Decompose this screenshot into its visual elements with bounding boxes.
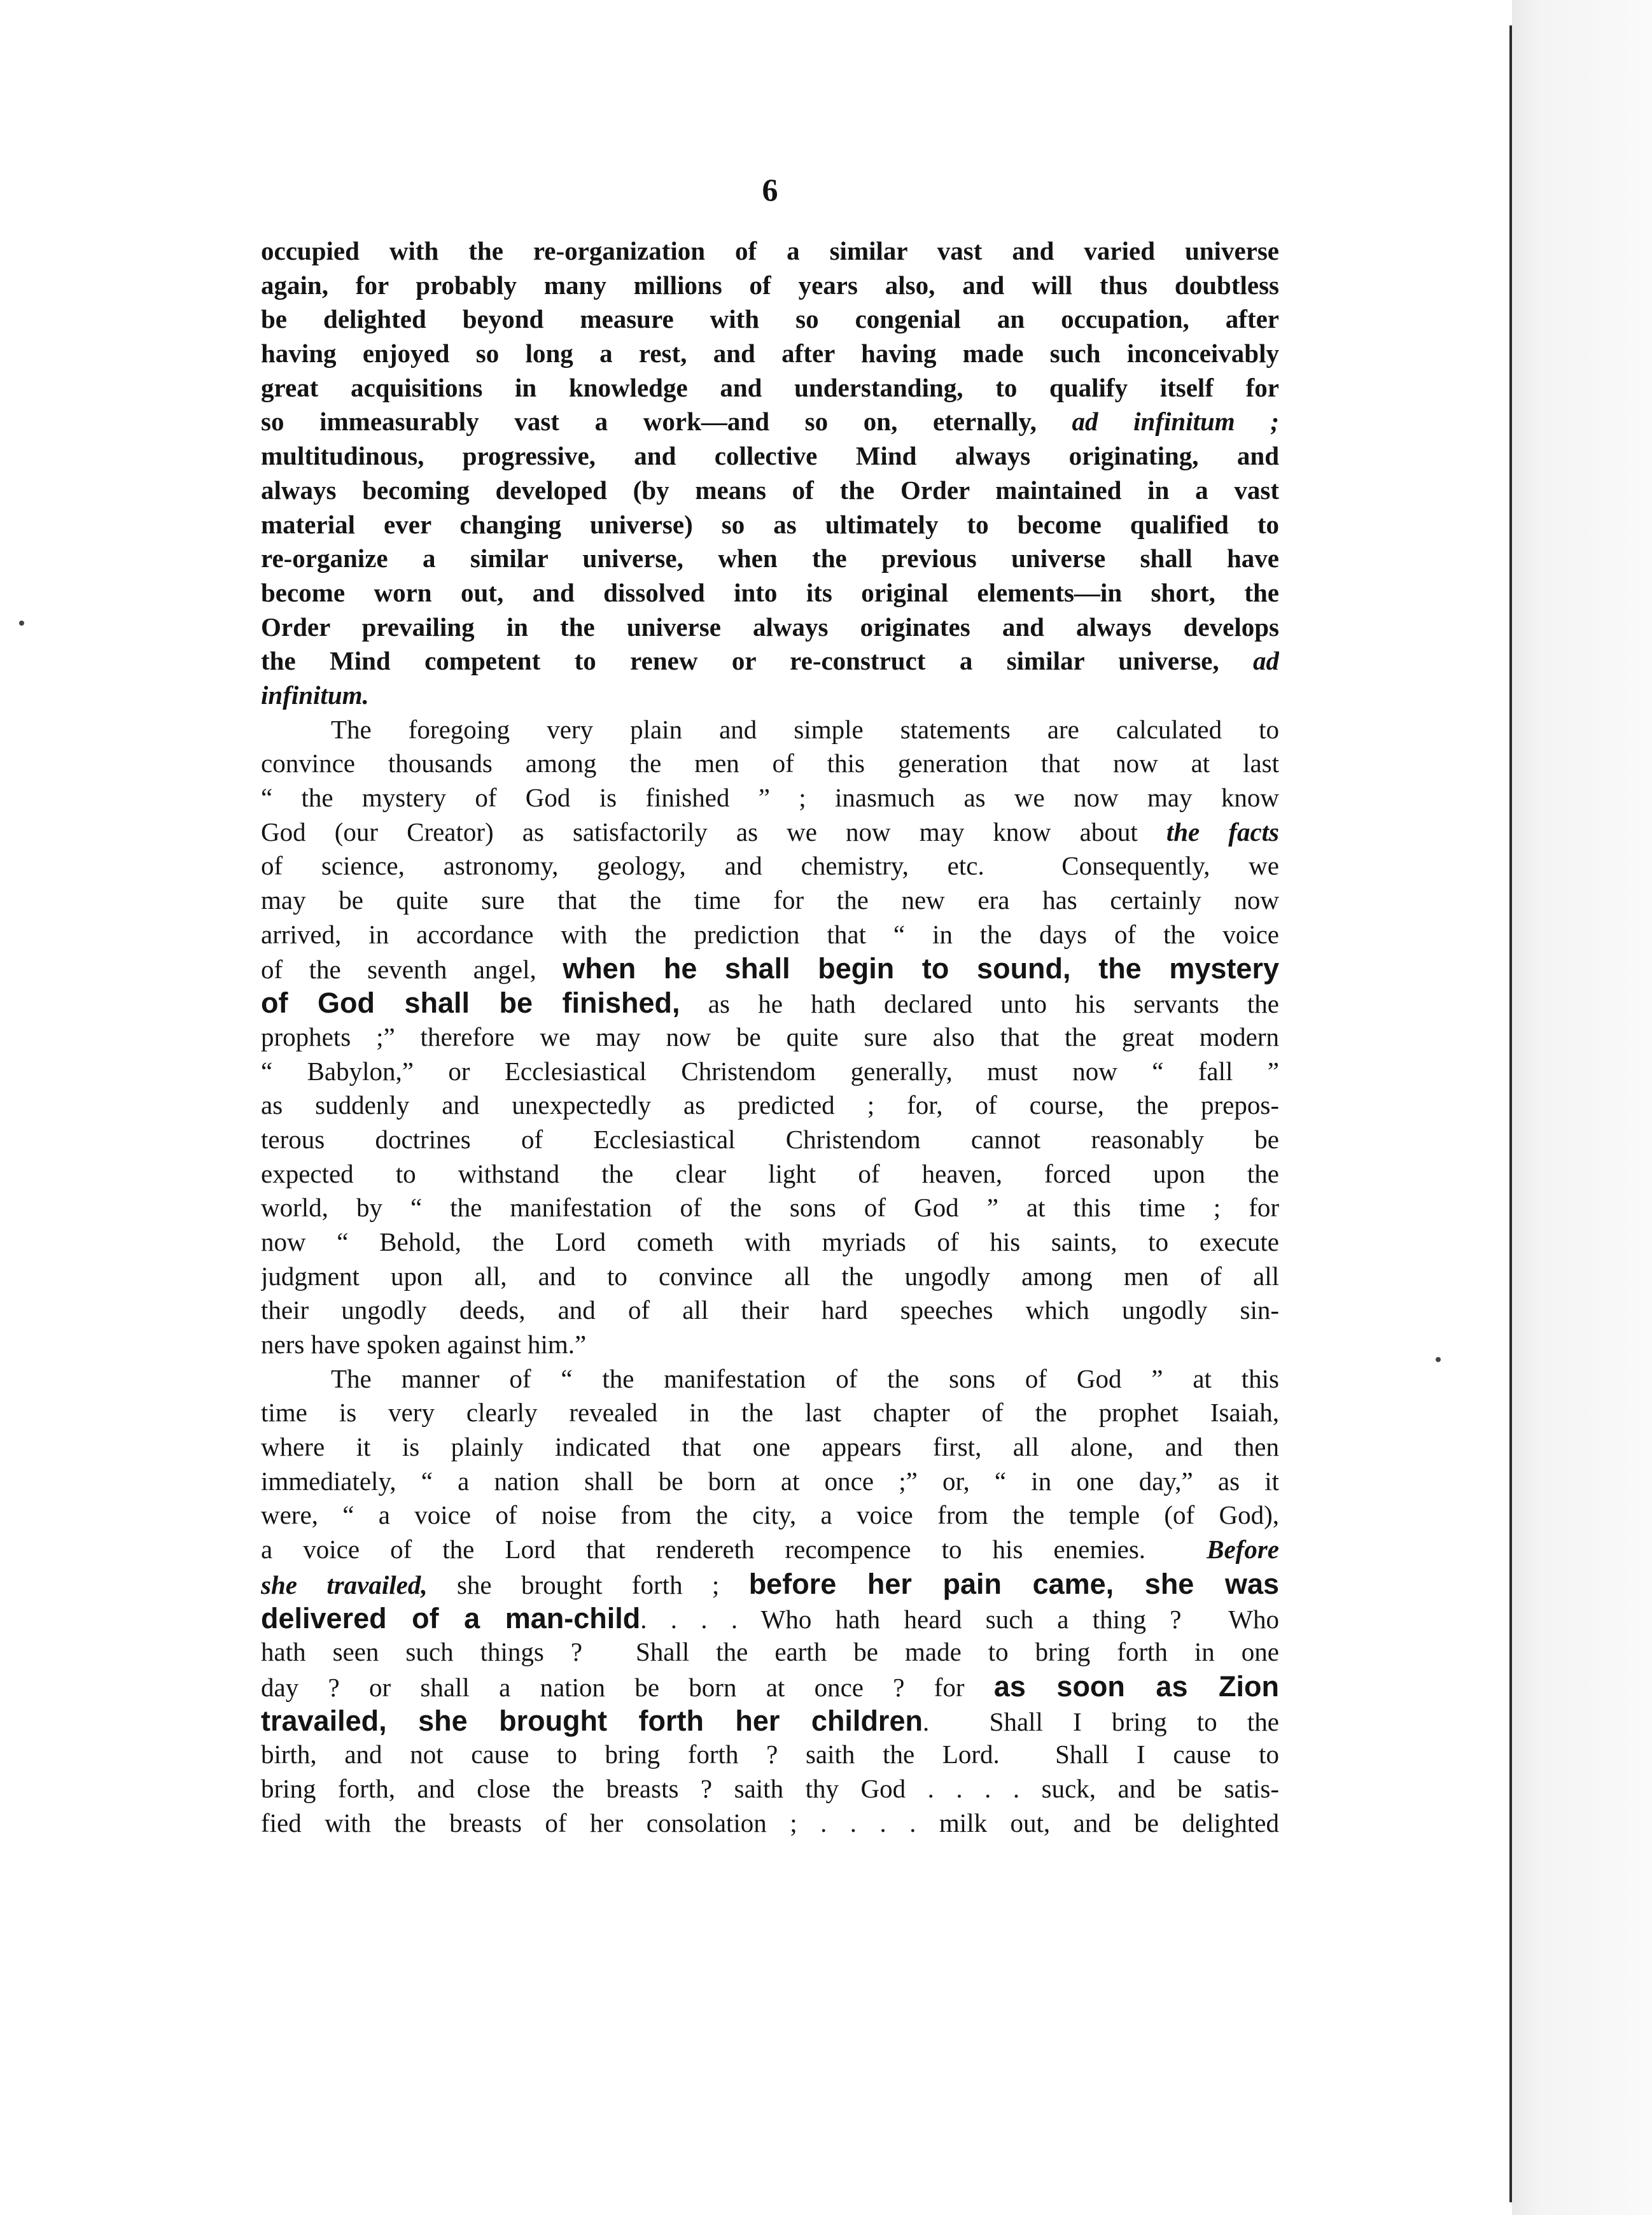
- text-run: always becoming developed (by means of the Order maintained in a vast: [261, 475, 1279, 505]
- text-line: [261, 1465, 1279, 1499]
- text-line: [261, 747, 1279, 781]
- text-line: [261, 644, 1279, 679]
- text-run: so immeasurably vast a work—and so on, eternally,: [261, 407, 1072, 437]
- text-run: their ungodly deeds, and of all their hard speeches which ungodly sin-: [261, 1295, 1279, 1325]
- text-run: “ Babylon,” or Ecclesiastical Christendom generally, must now “ fall ”: [261, 1056, 1279, 1086]
- adjacent-page-edge: [1512, 0, 1652, 2215]
- text-run: convince thousands among the men of this generation that now at last: [261, 749, 1279, 778]
- text-run: where it is plainly indicated that one appears first, all alone, and then: [261, 1432, 1279, 1462]
- text-line: [261, 679, 1279, 713]
- body-text: [261, 234, 1279, 1840]
- document-page: [261, 171, 1279, 1840]
- text-run: now “ Behold, the Lord cometh with myriads of his saints, to execute: [261, 1227, 1279, 1256]
- text-line: [261, 1704, 1279, 1738]
- text-run: . Shall I bring to the: [922, 1706, 1279, 1736]
- text-line: [261, 1430, 1279, 1465]
- text-run: terous doctrines of Ecclesiastical Christendom cannot reasonably be: [261, 1124, 1279, 1154]
- text-line: [261, 1157, 1279, 1192]
- text-run: bring forth, and close the breasts ? saith thy God . . . . suck, and be satis-: [261, 1773, 1279, 1803]
- text-run: be delighted beyond measure with so congenial an occupation, after: [261, 304, 1279, 334]
- text-line: [261, 918, 1279, 952]
- scan-speck: [19, 621, 24, 626]
- text-line: [261, 576, 1279, 610]
- text-line: [261, 1123, 1279, 1157]
- text-line: [261, 1020, 1279, 1055]
- text-run: “ the mystery of God is finished ” ; inasmuch as we now may know: [261, 783, 1279, 812]
- text-line: [261, 1362, 1279, 1396]
- text-line: [261, 439, 1279, 474]
- text-run: infinitum.: [261, 680, 369, 710]
- text-line: [261, 1738, 1279, 1772]
- text-line: [261, 1806, 1279, 1841]
- text-line: [261, 302, 1279, 337]
- text-run: of the seventh angel,: [261, 955, 563, 985]
- text-line: [261, 986, 1279, 1020]
- text-line: [261, 508, 1279, 542]
- text-run: world, by “ the manifestation of the sons of God ” at this time ; for: [261, 1193, 1279, 1223]
- text-line: [261, 234, 1279, 269]
- text-run: arrived, in accordance with the prediction that “ in the days of the voice: [261, 919, 1279, 949]
- text-run: prophets ;” therefore we may now be quite sure also that the great modern: [261, 1022, 1279, 1051]
- text-run: ners have spoken against him.”: [261, 1330, 587, 1359]
- text-run: having enjoyed so long a rest, and after having made such inconceivably: [261, 339, 1279, 369]
- text-run: travailed, she brought forth her children: [261, 1704, 923, 1737]
- text-run: day ? or shall a nation be born at once ? for: [261, 1672, 994, 1702]
- text-run: as soon as Zion: [993, 1670, 1279, 1703]
- text-run: great acquisitions in knowledge and understanding, to qualify itself for: [261, 372, 1279, 402]
- text-run: when he shall begin to sound, the mystery: [563, 952, 1279, 985]
- page-number: 6: [762, 172, 778, 207]
- text-run: Order prevailing in the universe always originates and always develops: [261, 612, 1279, 642]
- text-line: [261, 610, 1279, 645]
- text-line: [261, 1293, 1279, 1328]
- text-line: [261, 1088, 1279, 1123]
- text-line: [261, 1396, 1279, 1430]
- text-line: [261, 1055, 1279, 1089]
- text-run: expected to withstand the clear light of heaven, forced upon the: [261, 1158, 1279, 1188]
- text-line: [261, 269, 1279, 303]
- text-run: before her pain came, she was: [748, 1567, 1279, 1600]
- text-line: [261, 1772, 1279, 1806]
- text-line: [261, 883, 1279, 918]
- text-line: [261, 1260, 1279, 1294]
- text-run: occupied with the re-organization of a similar vast and varied universe: [261, 236, 1279, 265]
- text-line: [261, 474, 1279, 508]
- text-run: The foregoing very plain and simple statements are calculated to: [331, 714, 1279, 744]
- text-run: a voice of the Lord that rendereth recompence to his enemies.: [261, 1535, 1207, 1565]
- text-run: time is very clearly revealed in the last chapter of the prophet Isaiah,: [261, 1398, 1279, 1428]
- text-run: ad: [1253, 646, 1279, 676]
- page-border-line: [1509, 25, 1512, 2202]
- text-run: she brought forth ;: [427, 1570, 749, 1600]
- text-line: [261, 405, 1279, 439]
- text-line: [261, 1498, 1279, 1533]
- text-run: God (our Creator) as satisfactorily as we now may know about: [261, 817, 1166, 847]
- text-line: [261, 781, 1279, 815]
- text-line: [261, 1567, 1279, 1601]
- text-run: the facts: [1166, 817, 1279, 847]
- scan-speck: [1436, 1357, 1441, 1362]
- text-run: . . . . Who hath heard such a thing ? Who: [640, 1604, 1279, 1634]
- text-run: again, for probably many millions of years also, and will thus doubtless: [261, 270, 1279, 300]
- text-run: the Mind competent to renew or re-construct a similar universe,: [261, 646, 1253, 676]
- text-line: [261, 713, 1279, 747]
- text-run: hath seen such things ? Shall the earth be made to bring forth in one: [261, 1637, 1279, 1667]
- text-run: material ever changing universe) so as ultimately to become qualified to: [261, 509, 1279, 539]
- text-line: [261, 1601, 1279, 1636]
- text-run: delivered of a man-child: [261, 1601, 641, 1635]
- text-run: become worn out, and dissolved into its original elements—in short, the: [261, 577, 1279, 607]
- text-run: of God shall be finished,: [261, 987, 680, 1020]
- text-run: of science, astronomy, geology, and chemistry, etc. Consequently, we: [261, 851, 1279, 881]
- text-run: judgment upon all, and to convince all the ungodly among men of all: [261, 1261, 1279, 1291]
- text-run: Before: [1207, 1535, 1279, 1565]
- text-run: fied with the breasts of her consolation ; . . . . milk out, and be delighted: [261, 1808, 1279, 1838]
- text-run: birth, and not cause to bring forth ? saith the Lord. Shall I cause to: [261, 1740, 1279, 1769]
- text-run: may be quite sure that the time for the new era has certainly now: [261, 885, 1279, 915]
- text-line: [261, 1225, 1279, 1260]
- text-run: as suddenly and unexpectedly as predicted ; for, of course, the prepos-: [261, 1090, 1279, 1120]
- text-line: [261, 1533, 1279, 1567]
- text-line: [261, 371, 1279, 405]
- text-run: she travailed,: [261, 1570, 428, 1600]
- text-line: [261, 1670, 1279, 1704]
- text-run: as he hath declared unto his servants the: [680, 989, 1279, 1019]
- text-line: [261, 815, 1279, 850]
- text-line: [261, 337, 1279, 371]
- text-run: ad infinitum ;: [1072, 407, 1279, 437]
- text-run: re-organize a similar universe, when the previous universe shall have: [261, 544, 1279, 573]
- text-run: were, “ a voice of noise from the city, a voice from the temple (of God),: [261, 1500, 1279, 1530]
- text-line: [261, 1328, 1279, 1362]
- text-run: immediately, “ a nation shall be born at once ;” or, “ in one day,” as it: [261, 1466, 1279, 1496]
- text-line: [261, 849, 1279, 883]
- text-run: multitudinous, progressive, and collective Mind always originating, and: [261, 441, 1279, 471]
- text-line: [261, 542, 1279, 576]
- text-run: The manner of “ the manifestation of the sons of God ” at this: [331, 1363, 1279, 1393]
- text-line: [261, 1635, 1279, 1670]
- text-line: [261, 952, 1279, 986]
- text-line: [261, 1191, 1279, 1225]
